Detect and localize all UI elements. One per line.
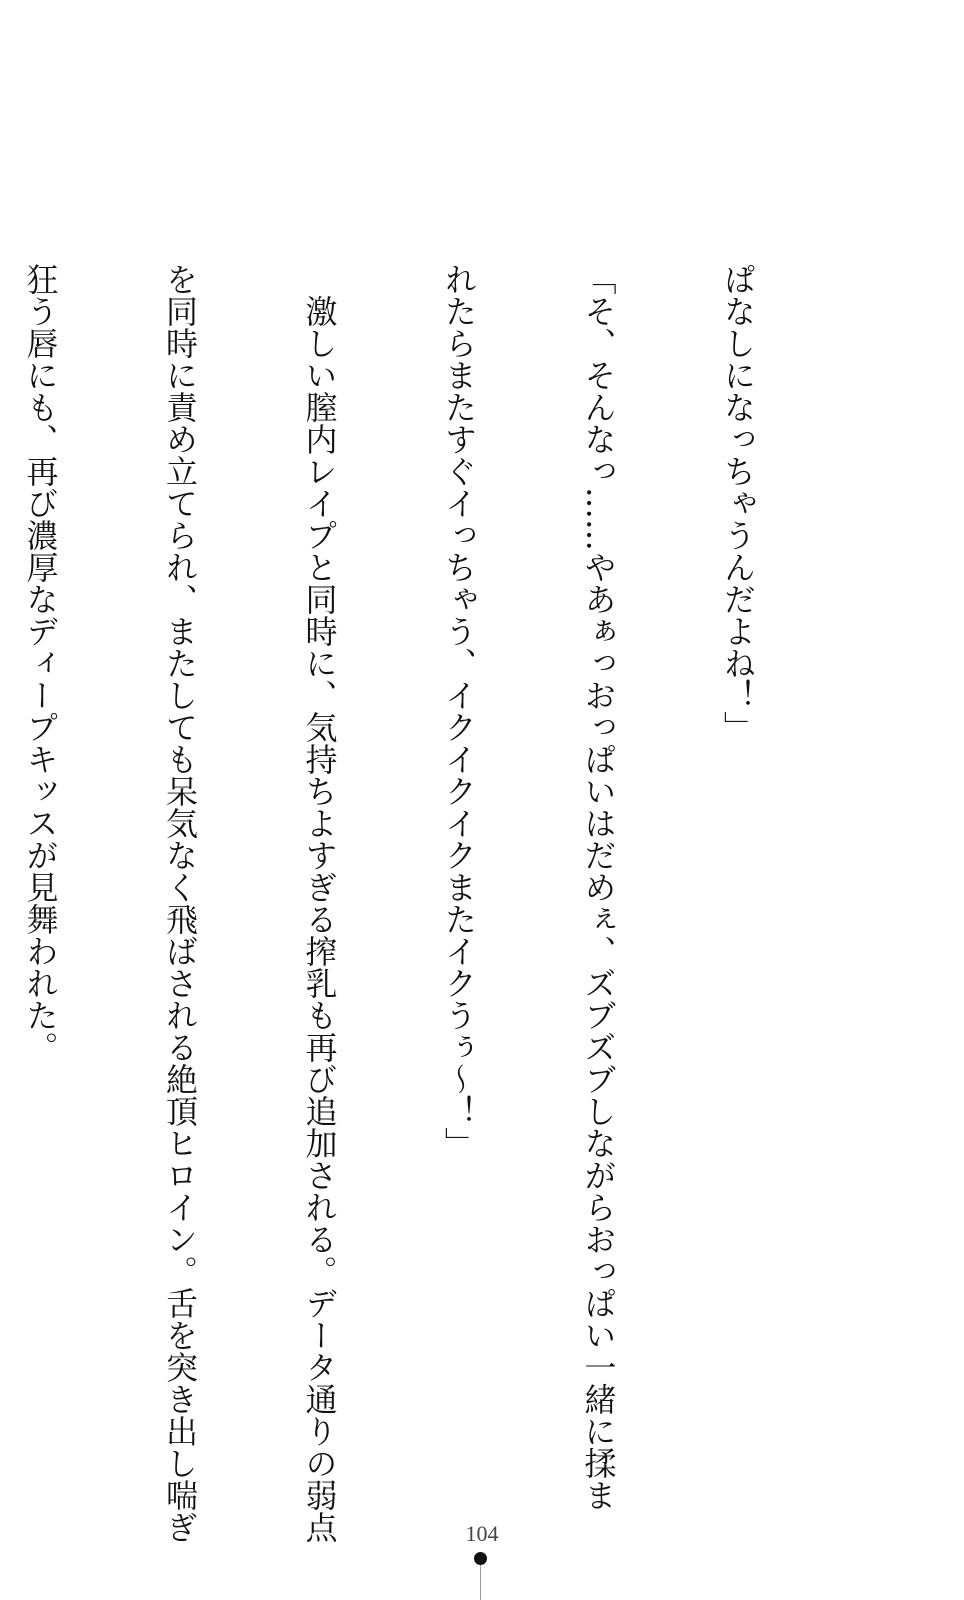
text-line: れたらまたすぐイっちゃう、イクイクイクまたイクうぅ～！」 xyxy=(440,263,478,1159)
page-number: 104 xyxy=(465,1521,499,1546)
text-line: を同時に責め立てられ、またしても呆気なく飛ばされる絶頂ヒロイン。舌を突き出し喘ぎ xyxy=(161,263,199,1543)
page-marker-line xyxy=(480,1565,481,1600)
text-line: 狂う唇にも、再び濃厚なディープキッスが見舞われた。 xyxy=(21,263,60,1063)
text-line: 激しい膣内レイプと同時に、気持ちよすぎる搾乳も再び追加される。データ通りの弱点 xyxy=(300,263,339,1543)
text-line: 「そ、そんなっ……やあぁっおっぱいはだめぇ、ズブズブしながらおっぱい一緒に揉ま xyxy=(579,263,618,1511)
text-line: ぱなしになっちゃうんだよね！」 xyxy=(719,263,757,743)
page-marker-dot-icon xyxy=(474,1552,487,1565)
